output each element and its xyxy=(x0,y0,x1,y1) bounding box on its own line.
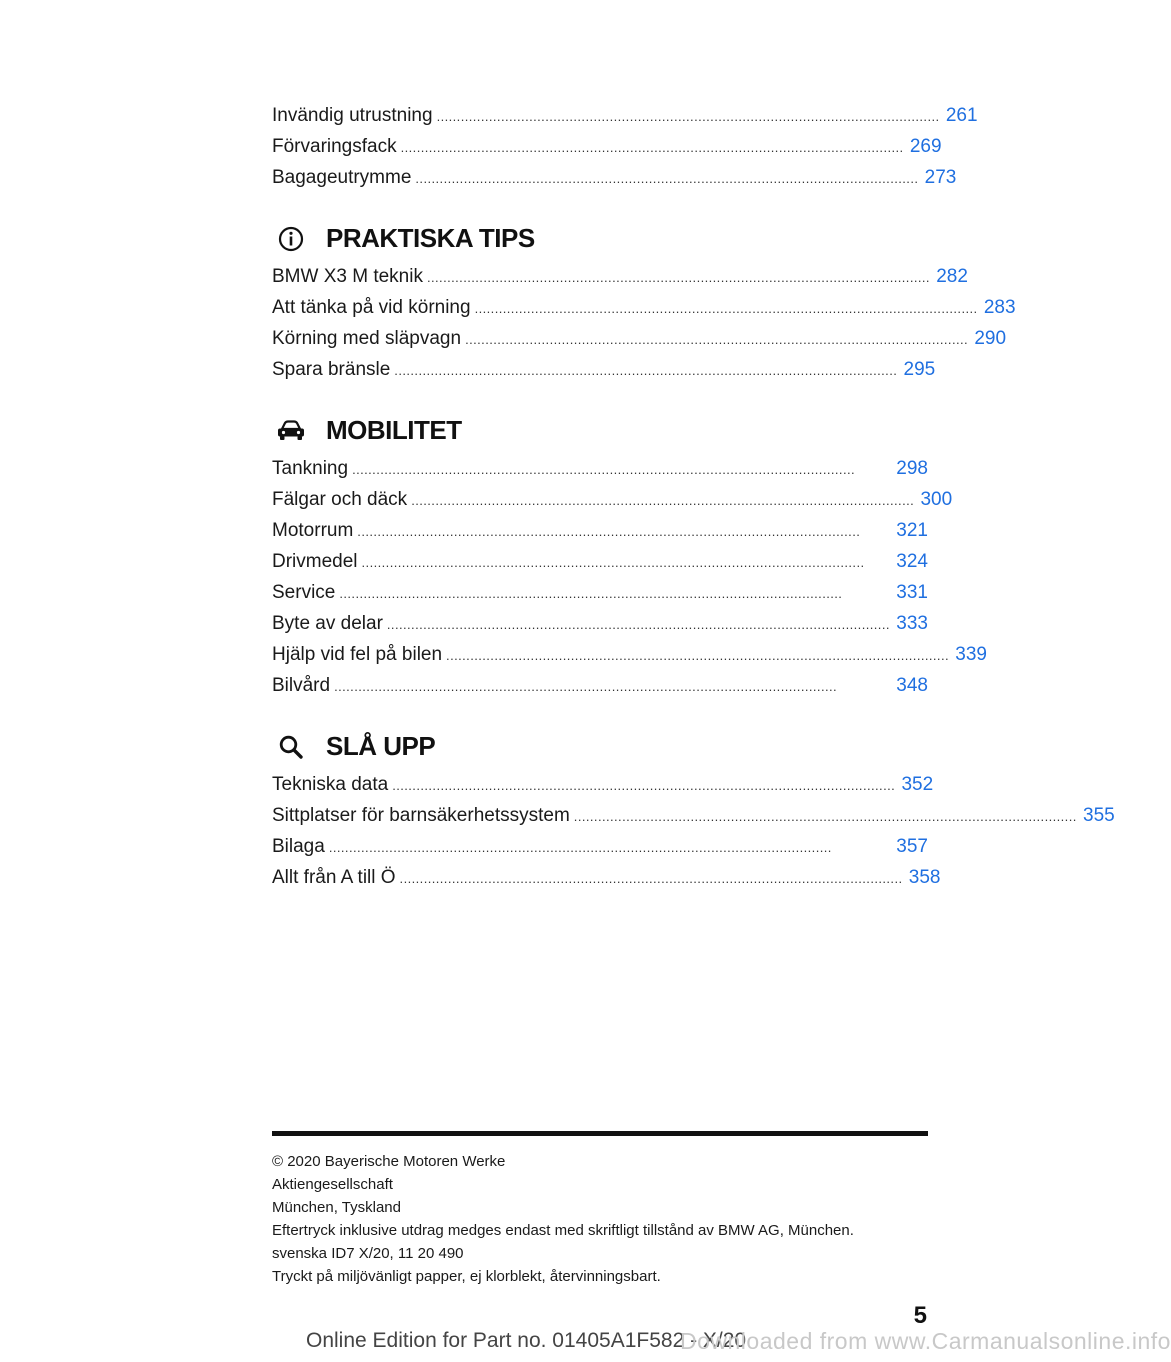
leader-dots xyxy=(329,832,888,863)
toc-page-link[interactable]: 358 xyxy=(908,867,941,888)
leader-dots xyxy=(352,454,888,485)
toc-entry[interactable] xyxy=(272,608,928,639)
leader-dots xyxy=(362,547,888,578)
leader-dots xyxy=(339,578,888,609)
toc-entry-label: BMW X3 M teknik xyxy=(272,266,423,287)
paper-notice: Tryckt på miljövänligt papper, ej klorblekt, återvinningsbart. xyxy=(272,1268,661,1285)
toc-page-link[interactable]: 352 xyxy=(901,774,934,795)
toc-entry[interactable] xyxy=(272,515,928,546)
page-number: 5 xyxy=(913,1302,927,1329)
table-of-contents xyxy=(272,100,1115,893)
toc-entry-label: Fälgar och däck xyxy=(272,489,408,510)
watermark: Downloaded from www.Carmanualsonline.info xyxy=(680,1328,1171,1354)
toc-page-link[interactable]: 295 xyxy=(903,359,936,380)
toc-entry[interactable] xyxy=(272,769,934,800)
toc-entry[interactable] xyxy=(272,100,978,131)
toc-entry-label: Sittplatser för barnsäkerhetssystem xyxy=(272,805,570,826)
toc-entry[interactable] xyxy=(272,292,1016,323)
toc-page-link[interactable]: 339 xyxy=(955,644,987,665)
toc-entry-label: Invändig utrustning xyxy=(272,105,433,126)
online-edition-label: Online Edition for Part no. 01405A1F582 - X/20 xyxy=(306,1329,747,1352)
leader-dots xyxy=(415,163,916,194)
toc-entry-label: Bilaga xyxy=(272,836,325,857)
toc-entry[interactable] xyxy=(272,484,953,515)
toc-entry[interactable] xyxy=(272,546,928,577)
leader-dots xyxy=(357,516,888,547)
toc-entry[interactable] xyxy=(272,453,928,484)
toc-page-link[interactable]: 333 xyxy=(896,613,928,634)
toc-entry-label: Service xyxy=(272,582,336,603)
toc-entry[interactable] xyxy=(272,261,968,292)
toc-top-group xyxy=(272,100,978,193)
toc-page-link[interactable]: 331 xyxy=(896,582,928,603)
toc-entry[interactable] xyxy=(272,323,1007,354)
imprint-footer xyxy=(272,1131,928,1288)
leader-dots xyxy=(401,132,902,163)
section-title: PRAKTISKA TIPS xyxy=(326,222,535,253)
leader-dots xyxy=(387,609,888,640)
section-praktiska-tips xyxy=(272,219,1016,385)
section-heading[interactable] xyxy=(272,727,928,765)
company-line: Aktiengesellschaft xyxy=(272,1176,393,1193)
toc-entry-label: Byte av delar xyxy=(272,613,383,634)
toc-entry-label: Motorrum xyxy=(272,520,354,541)
toc-entry[interactable] xyxy=(272,670,928,701)
toc-entry-label: Allt från A till Ö xyxy=(272,867,396,888)
toc-entry-label: Förvaringsfack xyxy=(272,136,397,157)
car-icon xyxy=(276,418,306,444)
toc-page-link[interactable]: 283 xyxy=(983,297,1016,318)
section-title: SLÅ UPP xyxy=(326,730,436,761)
section-heading[interactable] xyxy=(272,411,928,449)
toc-page-link[interactable]: 300 xyxy=(920,489,953,510)
toc-entry-label: Att tänka på vid körning xyxy=(272,297,471,318)
footer-rule xyxy=(272,1131,928,1136)
leader-dots xyxy=(400,863,901,894)
leader-dots xyxy=(427,262,928,293)
leader-dots xyxy=(446,640,947,671)
toc-page-link[interactable]: 355 xyxy=(1083,805,1115,826)
leader-dots xyxy=(465,324,966,355)
toc-page-link[interactable]: 357 xyxy=(896,836,928,857)
location-line: München, Tyskland xyxy=(272,1199,401,1216)
edition-id-line: svenska ID7 X/20, 11 20 490 xyxy=(272,1245,464,1262)
toc-page-link[interactable]: 282 xyxy=(936,266,968,287)
toc-entry[interactable] xyxy=(272,862,941,893)
toc-page-link[interactable]: 269 xyxy=(909,136,942,157)
toc-entry[interactable] xyxy=(272,639,987,670)
info-icon xyxy=(276,226,306,252)
reprint-notice: Eftertryck inklusive utdrag medges endast med skriftligt tillstånd av BMW AG, München. xyxy=(272,1222,854,1239)
toc-page-link[interactable]: 321 xyxy=(896,520,928,541)
section-heading[interactable] xyxy=(272,219,928,257)
toc-entry[interactable] xyxy=(272,800,1115,831)
leader-dots xyxy=(475,293,976,324)
search-icon xyxy=(276,734,306,760)
toc-page-link[interactable]: 298 xyxy=(896,458,928,479)
leader-dots xyxy=(437,101,938,132)
leader-dots xyxy=(574,801,1075,832)
leader-dots xyxy=(394,355,895,386)
toc-entry-label: Spara bränsle xyxy=(272,359,391,380)
section-title: MOBILITET xyxy=(326,414,462,445)
toc-entry-label: Bilvård xyxy=(272,675,331,696)
toc-page-link[interactable]: 324 xyxy=(896,551,928,572)
toc-entry-label: Tankning xyxy=(272,458,349,479)
leader-dots xyxy=(411,485,912,516)
toc-page-link[interactable]: 290 xyxy=(974,328,1007,349)
section-mobilitet xyxy=(272,411,987,701)
leader-dots xyxy=(392,770,893,801)
leader-dots xyxy=(334,671,888,702)
toc-entry-label: Drivmedel xyxy=(272,551,358,572)
toc-page-link[interactable]: 261 xyxy=(945,105,978,126)
toc-entry[interactable] xyxy=(272,831,928,862)
toc-entry[interactable] xyxy=(272,577,928,608)
toc-entry[interactable] xyxy=(272,131,942,162)
toc-entry[interactable] xyxy=(272,162,957,193)
toc-entry-label: Tekniska data xyxy=(272,774,389,795)
toc-page-link[interactable]: 273 xyxy=(924,167,957,188)
section-sla-upp xyxy=(272,727,1115,893)
toc-entry-label: Körning med släpvagn xyxy=(272,328,462,349)
copyright-line: © 2020 Bayerische Motoren Werke xyxy=(272,1153,506,1170)
toc-entry-label: Bagageutrymme xyxy=(272,167,412,188)
toc-entry-label: Hjälp vid fel på bilen xyxy=(272,644,443,665)
toc-entry[interactable] xyxy=(272,354,936,385)
toc-page-link[interactable]: 348 xyxy=(896,675,928,696)
